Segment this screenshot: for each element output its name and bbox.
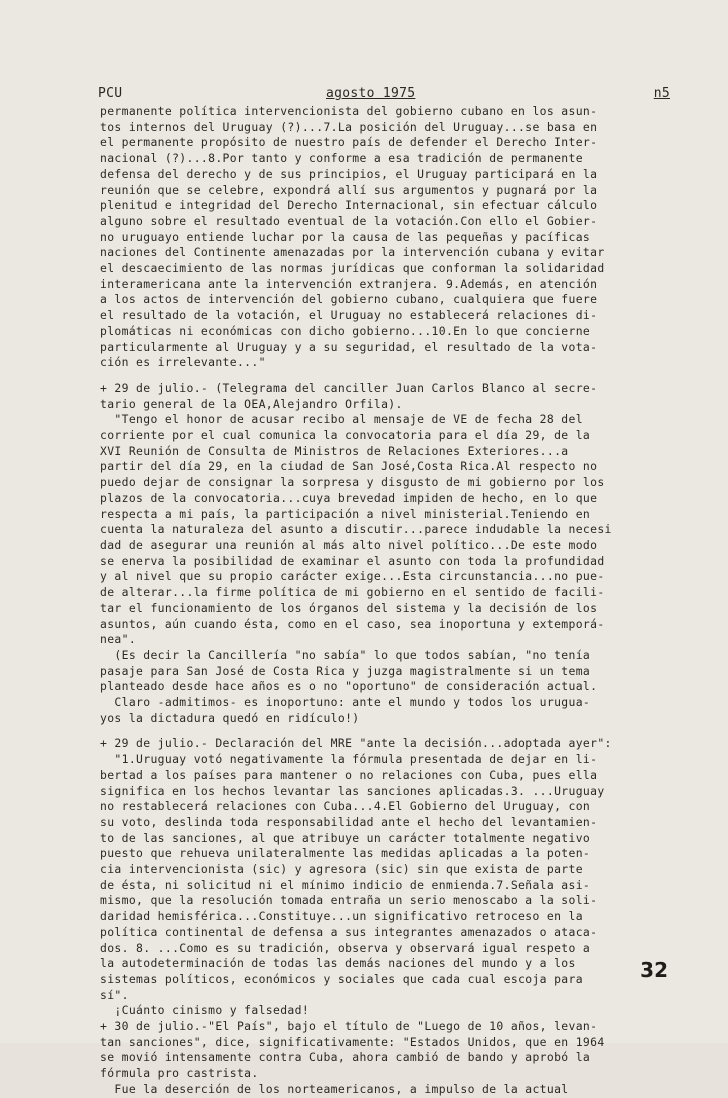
text-line: tan sanciones", dice, significativamente: "Estados Unidos, que en 1964: [100, 1034, 605, 1049]
text-line: sistemas políticos, económicos y sociales que cada cual escoja para: [100, 971, 583, 986]
header-issue: n5: [653, 86, 670, 101]
text-line: daridad hemisférica...Constituye...un significativo retroceso en la: [100, 909, 583, 924]
text-line: interamericana ante la intervención extranjera. 9.Además, en atención: [100, 276, 598, 291]
text-line: "Tengo el honor de acusar recibo al mensaje de VE de fecha 28 del: [100, 412, 583, 427]
text-line: partir del día 29, en la ciudad de San José,Costa Rica.Al respecto no: [100, 459, 598, 474]
text-line: la autodeterminación de todas las demás naciones del mundo y a los: [100, 956, 576, 971]
text-line: no restablecerá relaciones con Cuba...4.El Gobierno del Uruguay, con: [100, 799, 591, 814]
text-line: XVI Reunión de Consulta de Ministros de Relaciones Exteriores...a: [100, 443, 569, 458]
text-line: Claro -admitimos- es inoportuno: ante el mundo y todos los urugua-: [100, 695, 591, 710]
text-line: ción es irrelevante...": [100, 355, 266, 370]
text-line: de alterar...la firme política de mi gobierno en el sentido de facili-: [100, 585, 605, 600]
text-line: pasaje para San José de Costa Rica y juzga magistralmente si un tema: [100, 663, 591, 678]
text-line: cia intervencionista (sic) y agresora (sic) sin que exista de parte: [100, 862, 583, 877]
text-line: naciones del Continente amenazadas por la intervención cubana y evitar: [100, 245, 605, 260]
paragraph: [100, 736, 680, 1097]
text-line: el resultado de la votación, el Uruguay no establecerá relaciones di-: [100, 308, 598, 323]
text-line: el permanente propósito de nuestro país de defender el Derecho Inter-: [100, 135, 598, 150]
text-line: corriente por el cual comunica la convocatoria para el día 29, de la: [100, 428, 591, 443]
text-line: + 30 de julio.-"El País", bajo el título de "Luego de 10 años, levan-: [100, 1019, 598, 1034]
text-line: tario general de la OEA,Alejandro Orfila).: [100, 396, 403, 411]
text-line: significa en los hechos levantar las sanciones aplicadas.3. ...Uruguay: [100, 783, 605, 798]
text-line: cuenta la naturaleza del asunto a discutir...parece indudable la necesi: [100, 522, 612, 537]
text-line: el descaecimiento de las normas jurídicas que conforman la solidaridad: [100, 261, 605, 276]
text-line: política continental de defensa a sus integrantes amenazados o ataca-: [100, 924, 598, 939]
text-line: yos la dictadura quedó en ridículo!): [100, 710, 360, 725]
text-line: nacional (?)...8.Por tanto y conforme a esa tradición de permanente: [100, 151, 583, 166]
page-number: 32: [640, 958, 668, 982]
text-line: dos. 8. ...Como es su tradición, observa y observará igual respeto a: [100, 940, 591, 955]
text-line: Fue la deserción de los norteamericanos, a impulso de la actual: [100, 1081, 569, 1096]
text-line: permanente política intervencionista del gobierno cubano en los asun-: [100, 104, 598, 118]
text-line: fórmula pro castrista.: [100, 1066, 259, 1081]
paragraph: [100, 381, 680, 726]
text-line: nea".: [100, 632, 137, 647]
text-line: alguno sobre el resultado eventual de la votación.Con ello el Gobier-: [100, 213, 598, 228]
document-body: [100, 104, 680, 1098]
text-line: sí".: [100, 987, 129, 1002]
text-line: to de las sanciones, al que atribuye un carácter totalmente negativo: [100, 830, 591, 845]
text-line: tar el funcionamiento de los órganos del sistema y la decisión de los: [100, 600, 598, 615]
text-line: de ésta, ni solicitud ni el mínimo indicio de enmienda.7.Señala asi-: [100, 877, 591, 892]
header-date: agosto 1975: [326, 86, 416, 101]
text-line: "1.Uruguay votó negativamente la fórmula presentada de dejar en li-: [100, 752, 598, 767]
text-line: a los actos de intervención del gobierno cubano, cualquiera que fuere: [100, 292, 598, 307]
text-line: particularmente al Uruguay y a su seguridad, el resultado de la vota-: [100, 339, 598, 354]
text-line: asuntos, aún cuando ésta, como en el caso, sea inoportuna y extemporá-: [100, 616, 605, 631]
paragraph-gap: [100, 726, 680, 736]
text-line: (Es decir la Cancillería "no sabía" lo que todos sabían, "no tenía: [100, 647, 591, 662]
text-line: puedo dejar de consignar la sorpresa y disgusto de mi gobierno por los: [100, 475, 605, 490]
text-line: plomáticas ni económicas con dicho gobierno...10.En lo que concierne: [100, 323, 591, 338]
text-line: ¡Cuánto cinismo y falsedad!: [100, 1003, 310, 1018]
text-line: bertad a los países para mantener o no relaciones con Cuba, pues ella: [100, 767, 598, 782]
text-line: + 29 de julio.- Declaración del MRE "ante la decisión...adoptada ayer":: [100, 736, 612, 751]
page-header: [98, 86, 670, 102]
text-line: plazos de la convocatoria...cuya brevedad impiden de hecho, en lo que: [100, 490, 598, 505]
text-line: plenitud e integridad del Derecho Internacional, sin efectuar cálculo: [100, 198, 598, 213]
text-line: puesto que rehueva unilateralmente las medidas aplicadas a la poten-: [100, 846, 591, 861]
text-line: respecta a mi país, la participación a nivel ministerial.Teniendo en: [100, 506, 591, 521]
text-line: + 29 de julio.- (Telegrama del canciller Juan Carlos Blanco al secre-: [100, 380, 598, 395]
text-line: dad de asegurar una reunión al más alto nivel político...De este modo: [100, 537, 598, 552]
text-line: no uruguayo entiende luchar por la causa de las pequeñas y pacíficas: [100, 229, 591, 244]
paragraph-gap: [100, 371, 680, 381]
text-line: planteado desde hace años es o no "oportuno" de consideración actual.: [100, 679, 598, 694]
text-line: se movió intensamente contra Cuba, ahora cambió de bando y aprobó la: [100, 1050, 591, 1065]
text-line: tos internos del Uruguay (?)...7.La posición del Uruguay...se basa en: [100, 119, 598, 134]
text-line: reunión que se celebre, expondrá allí sus argumentos y pugnará por la: [100, 182, 598, 197]
header-publication: PCU: [98, 86, 123, 101]
text-line: su voto, deslinda toda responsabilidad ante el hecho del levantamien-: [100, 814, 598, 829]
paragraph: [100, 104, 680, 371]
text-line: y al nivel que su propio carácter exige...Esta circunstancia...no pue-: [100, 569, 605, 584]
text-line: mismo, que la resolución tomada entraña un serio menoscabo a la soli-: [100, 893, 598, 908]
text-line: se enerva la posibilidad de examinar el asunto con toda la profundidad: [100, 553, 605, 568]
text-line: defensa del derecho y de sus principios, el Uruguay participará en la: [100, 166, 598, 181]
